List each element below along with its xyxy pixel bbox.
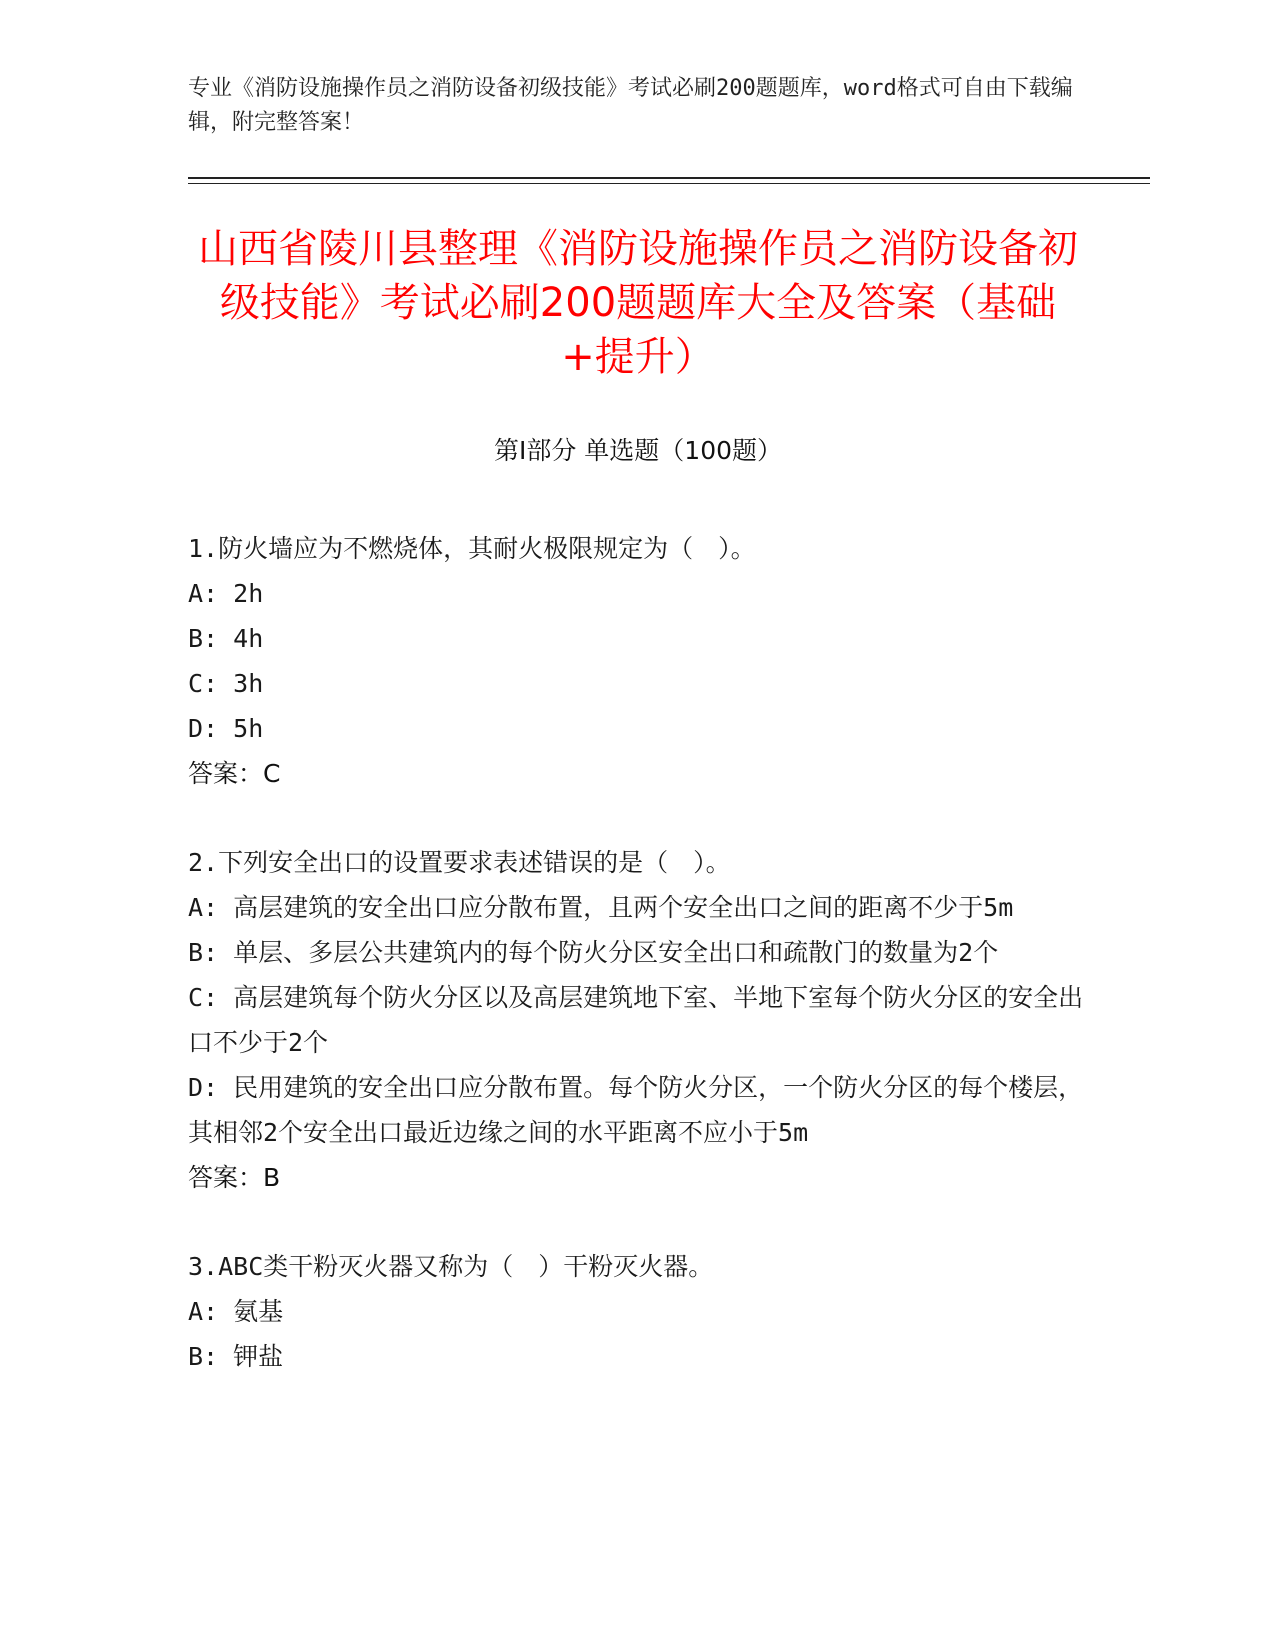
question-3 bbox=[188, 1244, 1088, 1379]
option-c: C: 3h bbox=[188, 669, 264, 698]
document-title: 山西省陵川县整理《消防设施操作员之消防设备初级技能》考试必刷200题题库大全及答案（基础+提升） bbox=[198, 226, 1078, 380]
header-note: 专业《消防设施操作员之消防设备初级技能》考试必刷200题题库，word格式可自由下载编辑，附完整答案！ bbox=[188, 76, 1073, 135]
option-d: D: 5h bbox=[188, 714, 264, 743]
question-list bbox=[188, 526, 1088, 1423]
section-heading: 第Ⅰ部分 单选题（100题） bbox=[493, 436, 783, 465]
question-stem: 2.下列安全出口的设置要求表述错误的是（ ）。 bbox=[188, 848, 731, 877]
option-a: A: 2h bbox=[188, 579, 264, 608]
option-b: B: 钾盐 bbox=[188, 1342, 284, 1371]
question-stem: 3.ABC类干粉灭火器又称为（ ）干粉灭火器。 bbox=[188, 1252, 714, 1281]
answer-line: 答案：C bbox=[188, 759, 281, 788]
option-b: B: 4h bbox=[188, 624, 264, 653]
answer-line: 答案：B bbox=[188, 1163, 281, 1192]
question-2 bbox=[188, 840, 1088, 1200]
option-b: B: 单层、多层公共建筑内的每个防火分区安全出口和疏散门的数量为2个 bbox=[188, 938, 999, 967]
header-divider-thick bbox=[188, 177, 1150, 179]
question-1 bbox=[188, 526, 1088, 796]
header-divider-thin bbox=[188, 183, 1150, 184]
option-a: A: 高层建筑的安全出口应分散布置，且两个安全出口之间的距离不少于5m bbox=[188, 893, 1014, 922]
option-d: D: 民用建筑的安全出口应分散布置。每个防火分区，一个防火分区的每个楼层，其相邻2个安全出口最近边缘之间的水平距离不应小于5m bbox=[188, 1073, 1084, 1147]
question-stem: 1.防火墙应为不燃烧体，其耐火极限规定为（ ）。 bbox=[188, 534, 756, 563]
option-c: C: 高层建筑每个防火分区以及高层建筑地下室、半地下室每个防火分区的安全出口不少于2个 bbox=[188, 983, 1084, 1057]
option-a: A: 氨基 bbox=[188, 1297, 284, 1326]
